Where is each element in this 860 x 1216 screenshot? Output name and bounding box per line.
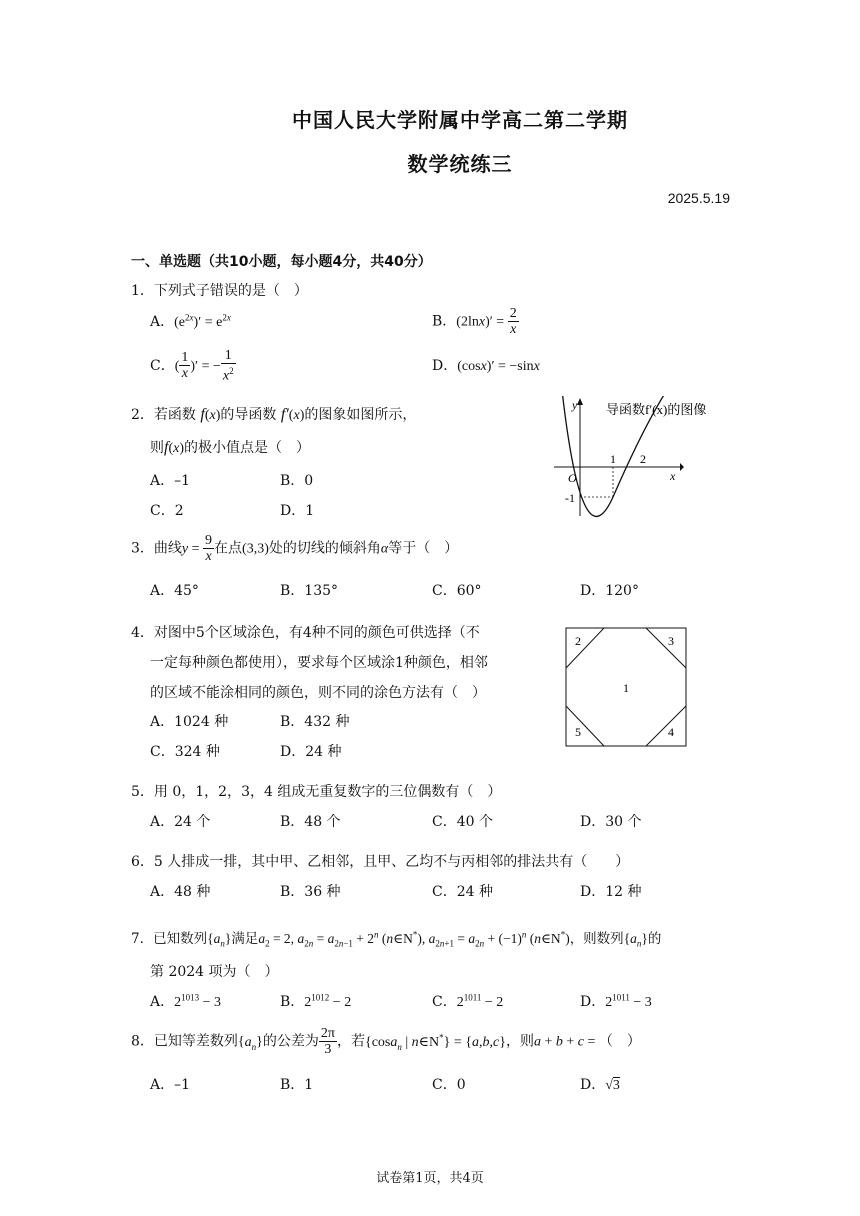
q8-stem: 8．已知等差数列$\{a_n\}$的公差为 $\frac{2\pi}{3}$ ，若{cosa$_n$ | n∈N*} = {a,b,c}，则a + b + c = （ ） [131,1026,641,1057]
q6-option-c: C．24 种 [432,884,493,900]
graph-tick-2: 2 [640,452,646,466]
q1-option-c: C．( $\frac{1}{x}$ )′ = − $\frac{1}{x^2}$ [150,348,234,384]
graph-tick-1: 1 [610,452,616,466]
q5-option-c: C．40 个 [432,814,493,830]
corner-cut-top-right [646,628,686,668]
section-heading: 一、单选题（共10小题，每小题4分，共40分） [131,254,432,270]
q4-line3: 的区域不能涂相同的颜色，则不同的涂色方法有（ ） [150,685,486,701]
q6-option-a: A．48 种 [150,884,211,900]
q5-option-b: B．48 个 [280,814,341,830]
region-label-2: 2 [575,634,581,648]
q5-stem: 5．用 0，1，2，3，4 组成无重复数字的三位偶数有（ ） [131,784,502,800]
q2-option-c: C．2 [150,503,184,519]
graph-x-label: x [670,469,676,483]
q8-option-b: B．1 [280,1077,314,1093]
q2-option-a: A．–1 [150,473,191,489]
graph-tick-neg1: -1 [565,491,575,505]
school-title: 中国人民大学附属中学高二第二学期 [292,108,628,132]
q5-option-a: A．24 个 [150,814,211,830]
q3-option-a: A．45° [150,583,199,599]
graph-origin: O [568,471,577,485]
q7-option-b: B．$2^{1012} - 2$ [280,992,352,1010]
q1-option-a: A．$(e^{2x})' = e^{2x}$ [150,312,231,330]
q3-option-b: B．135° [280,583,339,599]
q1-stem: 1．下列式子错误的是（ ） [131,283,308,299]
q4-option-c: C．324 种 [150,744,220,760]
exam-title: 数学统练三 [407,152,513,176]
y-axis-arrow [577,398,583,405]
q1-option-b: B．(2lnx)′ = $\frac{2}{x}$ [432,306,517,337]
q6-option-d: D．12 种 [580,884,642,900]
q8-option-a: A．–1 [150,1077,191,1093]
graph-y-label: y [572,398,578,412]
q7-line1: 7．已知数列$\{a_n\}$满足$a_2 = 2$, $a_{2n} = a_{2n-1} + 2^n$ (n∈N*), $a_{2n+1} = a_{2n} + (-1)^n$ (n∈N*)，则数列$\{a_n\}$的 [131,929,662,949]
page-footer: 试卷第1页，共4页 [376,1171,484,1186]
q3-stem: 3．曲线y = $\frac{9}{x}$ 在点(3,3)处的切线的倾斜角α等于（ ） [131,533,459,564]
region-label-5: 5 [575,725,581,739]
region-diagram [564,626,688,748]
q4-option-a: A．1024 种 [150,714,229,730]
q8-option-c: C．0 [432,1077,466,1093]
corner-cut-bottom-right [646,706,686,746]
q4-line1: 4．对图中5个区域涂色，有4种不同的颜色可供选择（不 [131,625,480,641]
q2-option-d: D．1 [280,503,315,519]
corner-cut-bottom-left [566,706,604,746]
q2-line2: 则f(x)的极小值点是（ ） [150,439,311,456]
q7-option-a: A．$2^{1013} - 3$ [150,992,222,1010]
q6-option-b: B．36 种 [280,884,341,900]
q7-line2: 第 2024 项为（ ） [150,964,279,980]
derivative-graph [550,396,730,526]
q3-option-d: D．120° [580,583,639,599]
region-label-4: 4 [668,725,674,739]
region-label-3: 3 [668,634,674,648]
q7-option-d: D．$2^{1011} - 3$ [580,992,652,1010]
q3-option-c: C．60° [432,583,482,599]
q6-stem: 6．5 人排成一排，其中甲、乙相邻，且甲、乙均不与丙相邻的排法共有（ ） [131,854,630,870]
graph-title: 导函数f′(x)的图像 [606,402,707,417]
q2-option-b: B．0 [280,473,314,489]
q2-line1: 2．若函数 f(x)的导函数 f′(x)的图象如图所示， [131,406,417,423]
q5-option-d: D．30 个 [580,814,642,830]
q1-option-d: D．(cosx)′ = −sinx [432,358,540,374]
exam-date: 2025.5.19 [667,190,730,206]
q7-option-c: C．$2^{1011} - 2$ [432,992,504,1010]
q4-option-d: D．24 种 [280,744,342,760]
q8-option-d: D．√3 [580,1077,620,1093]
x-axis-arrow [680,463,684,471]
q4-line2: 一定每种颜色都使用），要求每个区域涂1种颜色，相邻 [150,655,488,671]
region-label-1: 1 [623,681,629,695]
q4-option-b: B．432 种 [280,714,350,730]
corner-cut-top-left [566,628,604,668]
